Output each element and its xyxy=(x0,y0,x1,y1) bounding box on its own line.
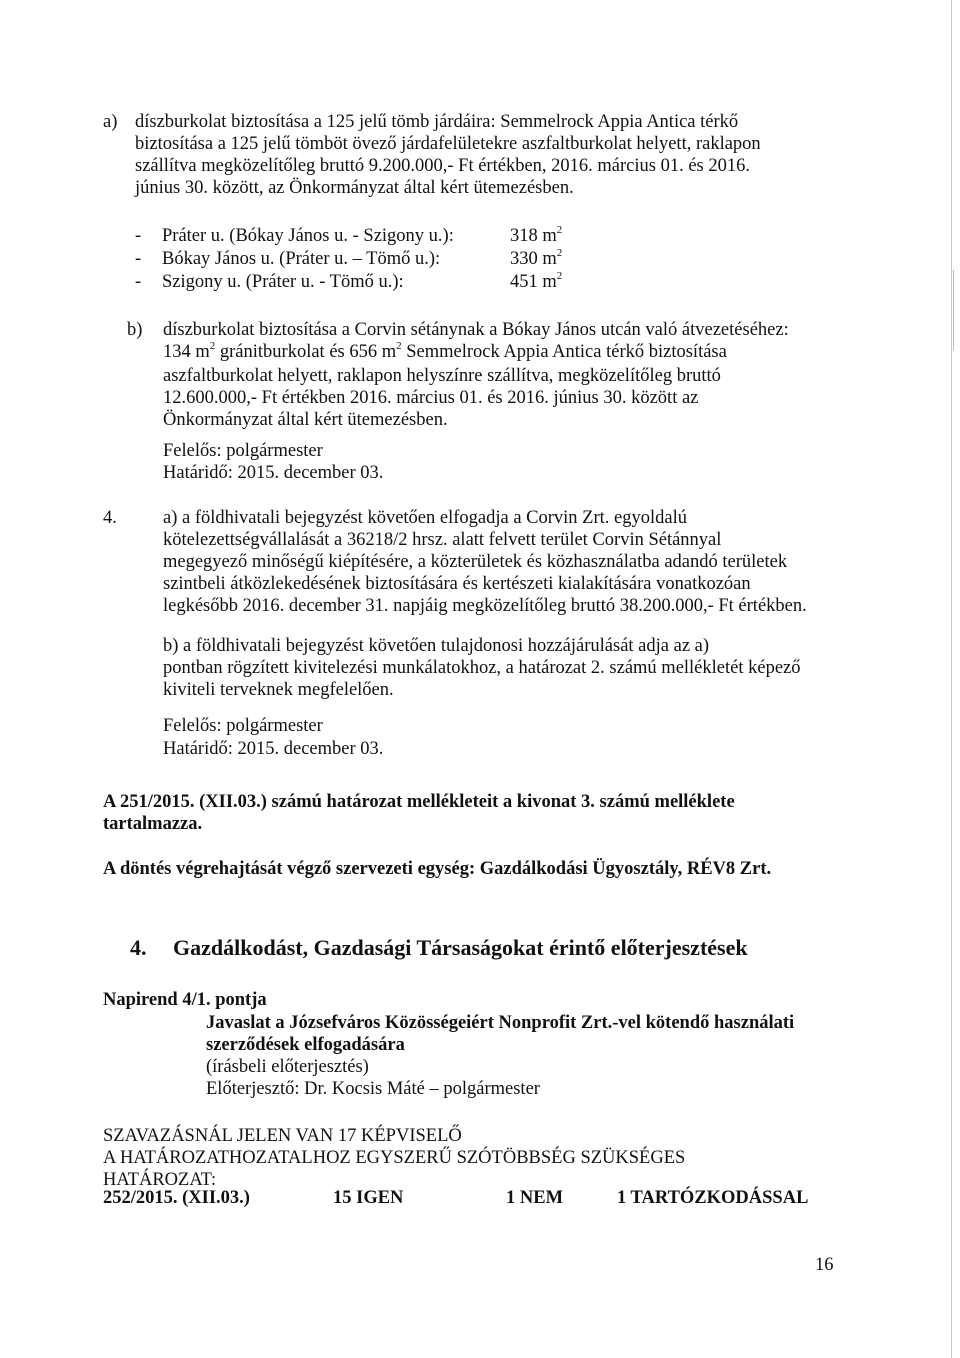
area-row xyxy=(135,248,615,270)
item-b-line: 12.600.000,- Ft értékben 2016. március 01. és 2016. június 30. között az xyxy=(163,388,699,408)
area-row xyxy=(135,225,615,247)
area-value: 318 $m^2$ xyxy=(510,224,563,246)
area-location: Szigony u. (Práter u. - Tömő u.): xyxy=(162,272,404,292)
voting-block xyxy=(103,1125,685,1191)
scan-edge-mark xyxy=(953,270,960,350)
agenda-title-line: Javaslat a Józsefváros Közösségeiért Nonprofit Zrt.-vel kötendő használati xyxy=(206,1013,795,1033)
section-number: 4. xyxy=(130,935,147,960)
item-a-line: június 30. között, az Önkormányzat által kért ütemezésben. xyxy=(135,178,574,198)
item-b-line: díszburkolat biztosítása a Corvin sétánynak a Bókay János utcán való átvezetéséhez: xyxy=(163,320,789,340)
annex-note-line: tartalmazza. xyxy=(103,814,203,834)
item-4a-line: legkésőbb 2016. december 31. napjáig megközelítőleg bruttó 38.200.000,- Ft értékben. xyxy=(163,596,807,616)
area-value: 330 $m^2$ xyxy=(510,247,563,269)
item-b-text xyxy=(163,319,837,431)
responsible: Felelős: polgármester xyxy=(163,441,323,461)
responsible: Felelős: polgármester xyxy=(163,716,323,736)
item-4a-line: szintbeli átközlekedésének biztosítására és kertészeti kialakítására vonatkozóan xyxy=(163,574,751,594)
vote-resolution-number: 252/2015. (XII.03.) xyxy=(103,1188,250,1208)
agenda-title-line: szerződések elfogadására xyxy=(206,1035,405,1055)
list-dash: - xyxy=(135,272,142,292)
item-a-label: a) xyxy=(103,112,118,132)
item-4-number: 4. xyxy=(103,508,117,528)
deadline: Határidő: 2015. december 03. xyxy=(163,739,384,759)
item-4b-line: b) a földhivatali bejegyzést követően tulajdonosi hozzájárulását adja az a) xyxy=(163,636,710,656)
voting-resolution-heading: HATÁROZAT: xyxy=(103,1170,217,1190)
item-b-label: b) xyxy=(127,320,143,340)
scan-edge xyxy=(951,0,952,1358)
agenda-label: Napirend 4/1. pontja xyxy=(103,990,267,1010)
list-dash: - xyxy=(135,249,142,269)
area-value: 451 $m^2$ xyxy=(510,270,563,292)
agenda-note: (írásbeli előterjesztés) xyxy=(206,1057,369,1077)
area-row xyxy=(135,271,615,293)
vote-yes: 15 IGEN xyxy=(333,1188,404,1208)
item-4b-line: kiviteli terveknek megfelelően. xyxy=(163,680,394,700)
area-location: Práter u. (Bókay János u. - Szigony u.): xyxy=(162,226,454,246)
item-4a-line: kötelezettségvállalását a 36218/2 hrsz. alatt felvett terület Corvin Sétánnyal xyxy=(163,530,722,550)
item-a-text xyxy=(135,111,837,199)
voting-quorum: SZAVAZÁSNÁL JELEN VAN 17 KÉPVISELŐ xyxy=(103,1126,462,1146)
item-b-line: aszfaltburkolat helyett, raklapon helyszínre szállítva, megközelítőleg bruttó xyxy=(163,366,721,386)
item-a-line: biztosítása a 125 jelű tömböt övező járdafelületekre aszfaltburkolat helyett, raklapon xyxy=(135,134,761,154)
annex-note-line: A 251/2015. (XII.03.) számú határozat mellékleteit a kivonat 3. számú melléklete xyxy=(103,792,735,812)
vote-no: 1 NEM xyxy=(506,1188,564,1208)
item-b-line: Önkormányzat által kért ütemezésben. xyxy=(163,410,448,430)
section-title: Gazdálkodást, Gazdasági Társaságokat érintő előterjesztések xyxy=(173,935,748,960)
vote-abstain: 1 TARTÓZKODÁSSAL xyxy=(617,1188,809,1208)
area-location: Bókay János u. (Práter u. – Tömő u.): xyxy=(162,249,441,269)
item-a-line: díszburkolat biztosítása a 125 jelű tömb járdáira: Semmelrock Appia Antica térkő xyxy=(135,112,739,132)
agenda-block xyxy=(206,1012,846,1100)
item-4b-text xyxy=(163,635,837,701)
voting-majority: A HATÁROZATHOZATALHOZ EGYSZERŰ SZÓTÖBBSÉG SZÜKSÉGES xyxy=(103,1148,686,1168)
annex-note xyxy=(103,791,837,835)
item-4a-line: megegyező minőségű kiépítésére, a közterületek és közhasználatba adandó területek xyxy=(163,552,788,572)
list-dash: - xyxy=(135,226,142,246)
item-b-line: 134 $m^2$ gránitburkolat és 656 $m^2$ Semmelrock Appia Antica térkő biztosítása xyxy=(163,340,727,362)
item-4a-text xyxy=(163,507,837,617)
item-a-line: szállítva megközelítőleg bruttó 9.200.000,- Ft értékben, 2016. március 01. és 2016. xyxy=(135,156,750,176)
item-4a-line: a) a földhivatali bejegyzést követően elfogadja a Corvin Zrt. egyoldalú xyxy=(163,508,687,528)
deadline: Határidő: 2015. december 03. xyxy=(163,463,384,483)
agenda-presenter: Előterjesztő: Dr. Kocsis Máté – polgármester xyxy=(206,1079,540,1099)
item-4b-line: pontban rögzített kivitelezési munkálatokhoz, a határozat 2. számú mellékletét képező xyxy=(163,658,801,678)
executor-line: A döntés végrehajtását végző szervezeti egység: Gazdálkodási Ügyosztály, RÉV8 Zrt. xyxy=(103,859,772,879)
page-number: 16 xyxy=(815,1255,834,1275)
